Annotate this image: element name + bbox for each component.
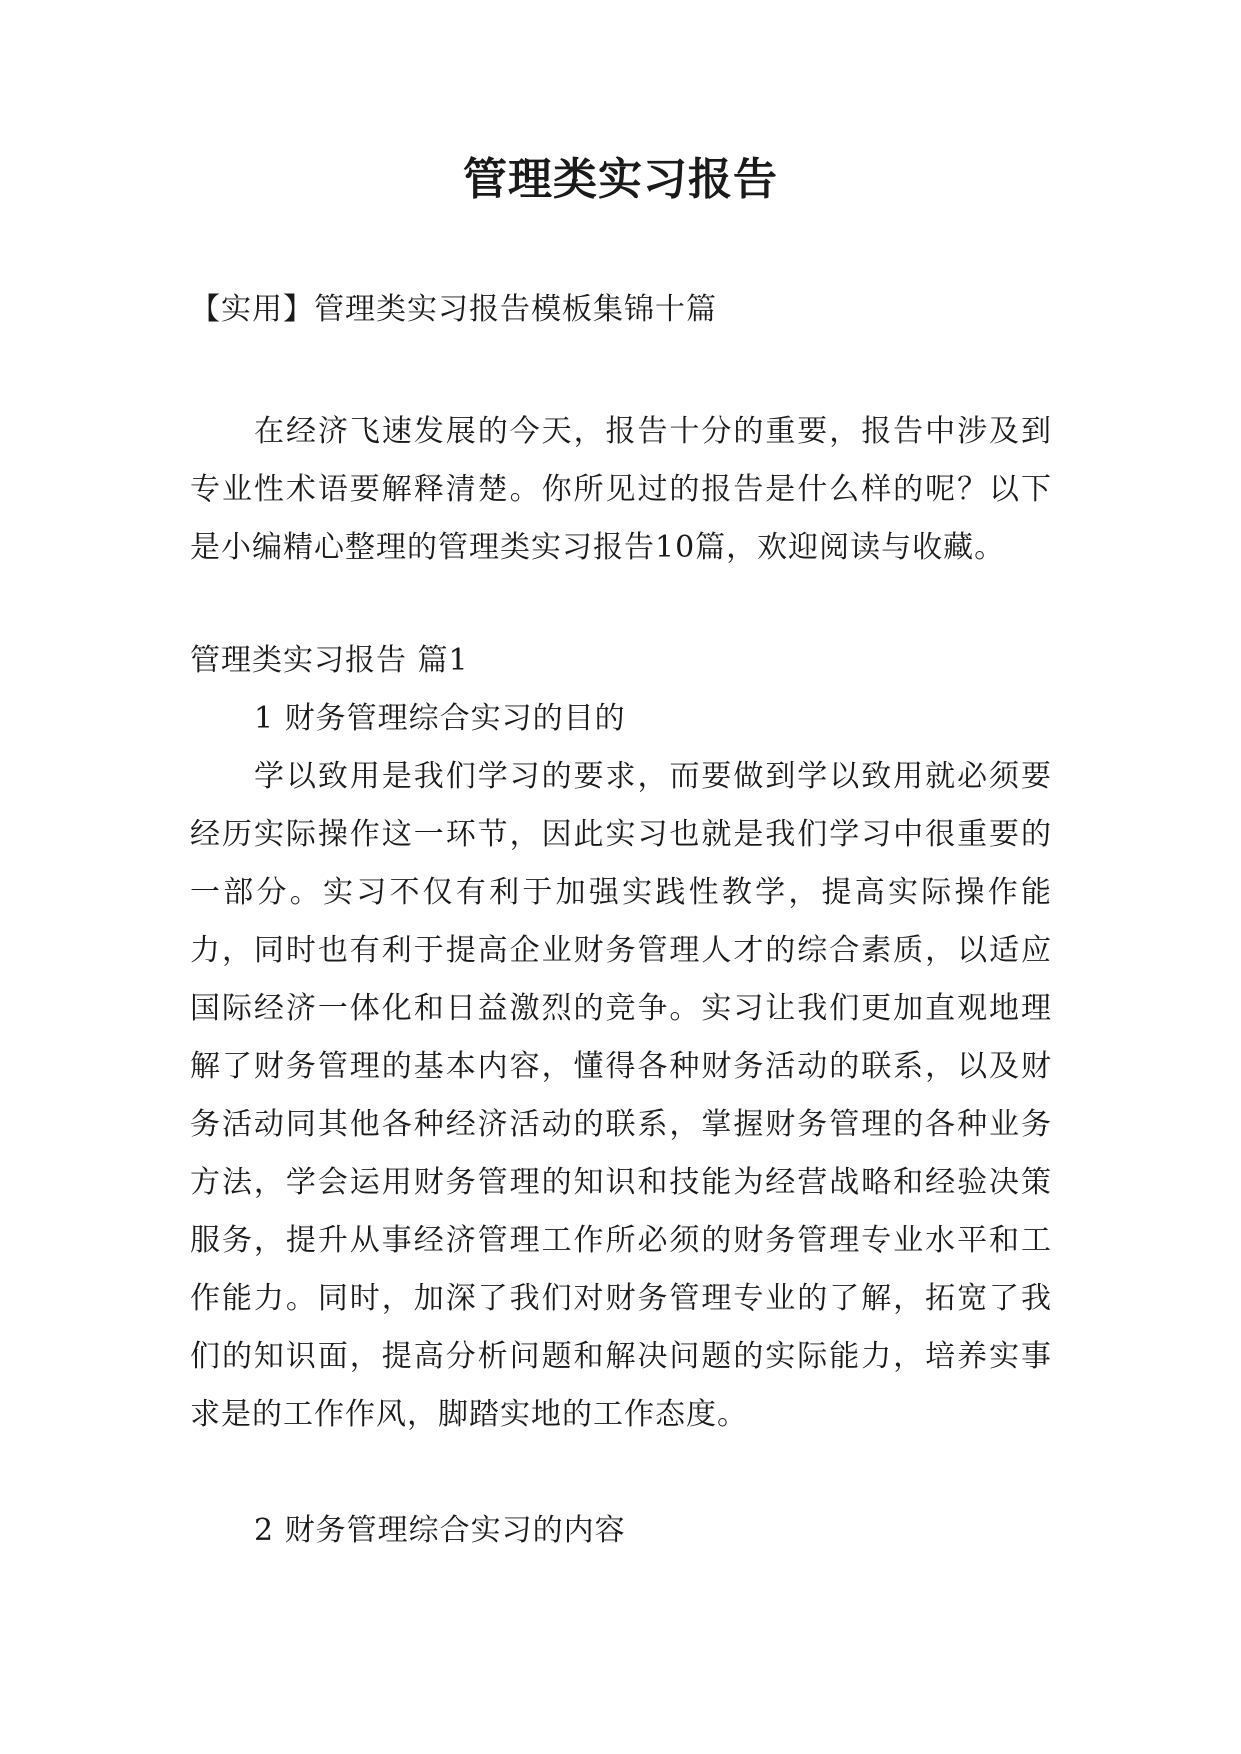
document-title: 管理类实习报告	[463, 154, 778, 205]
item1-heading: 1 财务管理综合实习的目的	[254, 701, 626, 736]
body-paragraph: 学以致用是我们学习的要求，而要做到学以致用就必须要经历实际操作这一环节，因此实习也就是我们学习中很重要的一部分。实习不仅有利于加强实践性教学，提高实际操作能力，同时也有利于提高企业财务管理人才的综合素质，以适应国际经济一体化和日益激烈的竞争。实习让我们更加直观地理解了财务管理的基本内容，懂得各种财务活动的联系，以及财务活动同其他各种经济活动的联系，掌握财务管理的各种业务方法，学会运用财务管理的知识和技能为经营战略和经验决策服务，提升从事经济管理工作所必须的财务管理专业水平和工作能力。同时，加深了我们对财务管理专业的了解，拓宽了我们的知识面，提高分析问题和解决问题的实际能力，培养实事求是的工作作风，脚踏实地的工作态度。	[190, 759, 1052, 1432]
document-subtitle: 【实用】管理类实习报告模板集锦十篇	[190, 292, 717, 327]
item2-heading: 2 财务管理综合实习的内容	[254, 1513, 626, 1548]
section-heading: 管理类实习报告 篇1	[190, 643, 469, 678]
intro-paragraph: 在经济飞速发展的今天，报告十分的重要，报告中涉及到专业性术语要解释清楚。你所见过的报告是什么样的呢？以下是小编精心整理的管理类实习报告10篇，欢迎阅读与收藏。	[190, 414, 1052, 565]
